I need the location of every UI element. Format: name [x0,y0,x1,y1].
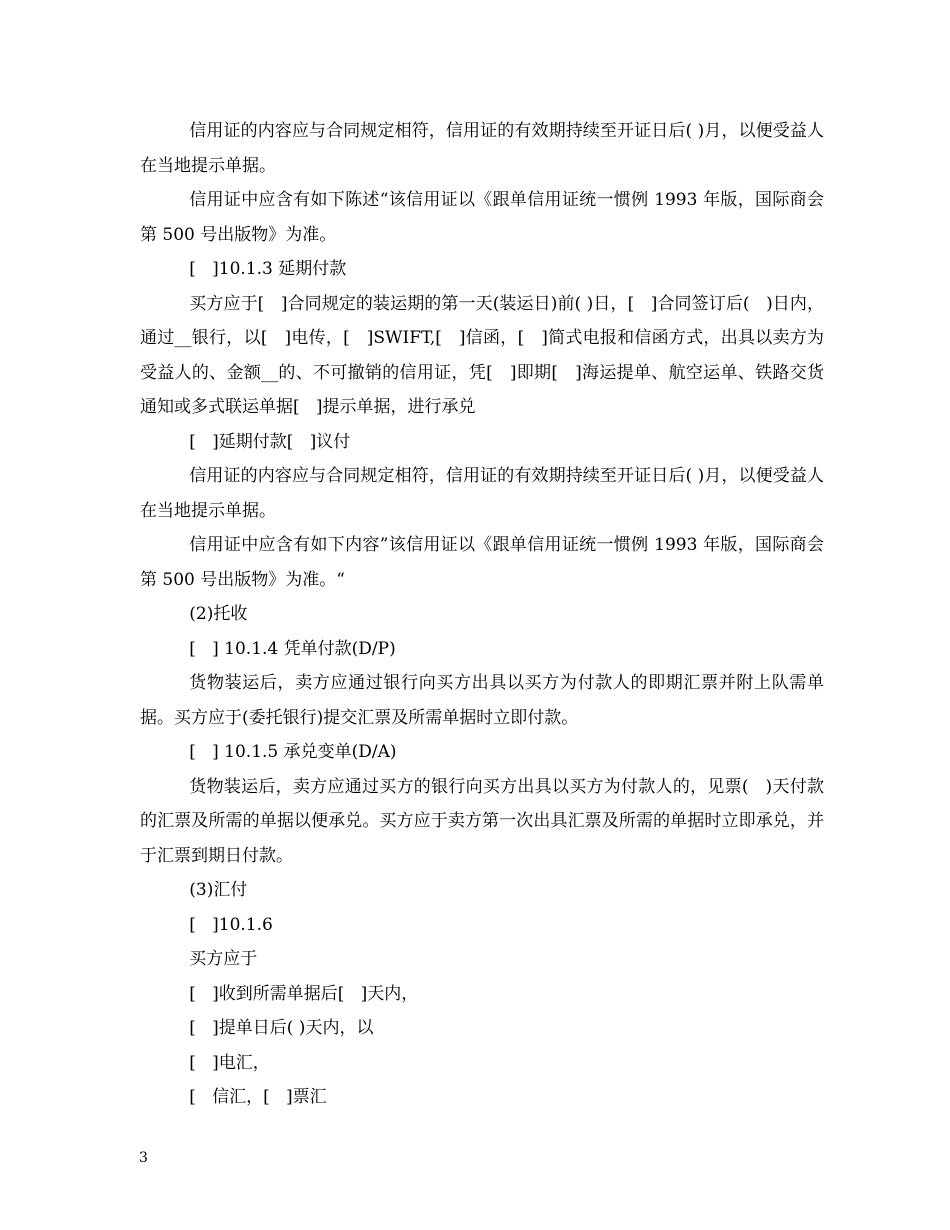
paragraph: [ ]提单日后( )天内，以 [189,1018,374,1038]
paragraph: [ ]收到所需单据后[ ]天内， [189,983,419,1004]
paragraph: 信用证的内容应与合同规定相符，信用证的有效期持续至开证日后( )月，以便受益人在当地提示单据。 [140,466,824,521]
paragraph: 货物装运后，卖方应通过银行向买方出具以买方为付款人的即期汇票并附上队需单据。买方应于(委托银行)提交汇票及所需单据时立即付款。 [140,673,824,728]
paragraph: [ ] 10.1.4 凭单付款(D/P) [189,638,396,659]
paragraph: [ ]电汇， [189,1052,270,1073]
paragraph: 信用证中应含有如下内容”该信用证以《跟单信用证统一惯例 1993 年版，国际商会第 500 号出版物》为准。“ [140,535,824,590]
paragraph: 信用证的内容应与合同规定相符，信用证的有效期持续至开证日后( )月，以便受益人在当地提示单据。 [140,121,824,176]
paragraph: [ 信汇，[ ]票汇 [189,1087,327,1107]
paragraph: (2)托收 [189,604,248,624]
paragraph: [ ]10.1.3 延期付款 [189,259,347,279]
page-number: 3 [139,1150,148,1166]
paragraph: 买方应于[ ]合同规定的装运期的第一天(装运日)前( )日，[ ]合同签订后( )日内，通过__银行，以[ ]电传，[ ]SWIFT,[ ]信函，[ ]简式电报和信函方式，出具以卖方为受益人的、金额__的、不可撤销的信用证，凭[ ]即期[ ]海运提单、航空运单、铁路交货通知或多式联运单据[ ]提示单据，进行承兑 [140,293,824,417]
paragraph: [ ] 10.1.5 承兑变单(D/A) [189,742,397,762]
paragraph: (3)汇付 [189,880,248,900]
document-body [140,114,824,1115]
paragraph: 货物装运后，卖方应通过买方的银行向买方出具以买方为付款人的，见票( )天付款的汇票及所需的单据以便承兑。买方应于卖方第一次出具汇票及所需的单据时立即承兑，并于汇票到期日付款。 [140,776,824,866]
paragraph: [ ]延期付款[ ]议付 [189,431,351,452]
paragraph: 信用证中应含有如下陈述“该信用证以《跟单信用证统一惯例 1993 年版，国际商会第 500 号出版物》为准。 [140,190,824,245]
paragraph: 买方应于 [189,949,258,969]
paragraph: [ ]10.1.6 [189,914,273,935]
